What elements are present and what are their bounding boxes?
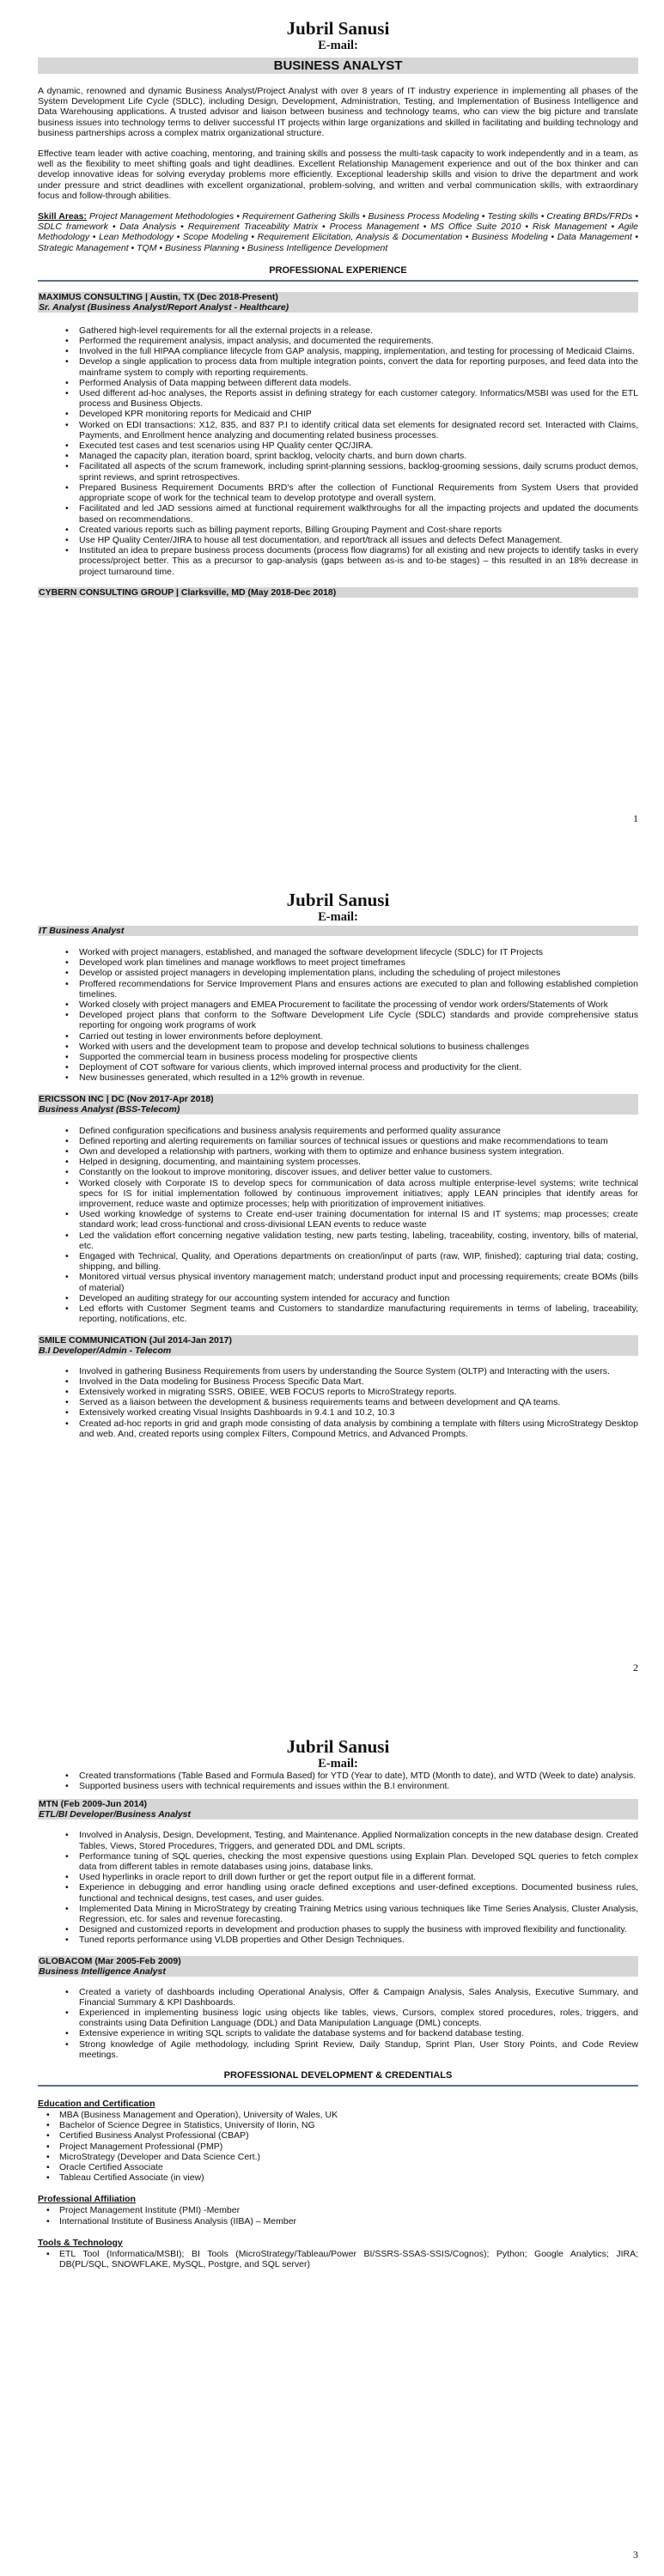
list-item: • Developed work plan timelines and manage workflows to meet project timeframes	[38, 957, 638, 968]
list-item: • Led efforts with Customer Segment teams and Customers to standardize manufacturing requirements in terms of labeling, traceability, reporting, notifications, etc.	[38, 1303, 638, 1324]
list-item: • Involved in the full HIPAA compliance lifecycle from GAP analysis, mapping, implementation, and testing for processing of Medicaid Claims.	[38, 346, 638, 356]
skill-areas	[38, 211, 638, 253]
list-item: • Instituted an idea to prepare business process documents (process flow diagrams) for all existing and new projects to identify tasks in every process/project better. This as a precursor to gap-analysis (gaps between as-is and to-be stages) – this resulted in an 18% decrease in project turnaround time.	[38, 545, 638, 577]
list-item: • Served as a liaison between the development & business requirements teams and between development and QA teams.	[38, 1397, 638, 1407]
list-item: • Involved in gathering Business Requirements from users by understanding the Source System (OLTP) and Interacting with the users.	[38, 1366, 638, 1376]
list-item: • Use HP Quality Center/JIRA to house all test documentation, and report/track all issues and defects Defect Management.	[38, 535, 638, 545]
list-item: • Involved in the Data modeling for Business Process Specific Data Mart.	[38, 1376, 638, 1387]
list-item: • Performed the requirement analysis, impact analysis, and documented the requirements.	[38, 336, 638, 346]
list-item: • Extensively worked in migrating SSRS, OBIEE, WEB FOCUS reports to MicroStrategy reports.	[38, 1387, 638, 1397]
job-header-smile	[38, 1335, 638, 1356]
list-item: • Experience in debugging and error handling using oracle defined exceptions and user-defined exceptions. Documented business rules, functional and technical designs, test cases, and user guides.	[38, 1882, 638, 1903]
job-role: Business Analyst (BSS-Telecom)	[39, 1103, 180, 1115]
list-item: • Prepared Business Requirement Documents BRD's after the collection of Functional Requirements from System Users that provided appropriate scope of work for the technical team to develop prototype and overall system.	[38, 483, 638, 503]
list-item: • Supported business users with technical requirements and issues within the B.I environment.	[38, 1781, 638, 1791]
job-header-ericsson	[38, 1094, 638, 1115]
page-number: 2	[633, 1662, 638, 1674]
list-item: • Engaged with Technical, Quality, and Operations departments on creation/input of parts (raw, WIP, finished); capturing trial data; costing, shipping, and billing.	[38, 1251, 638, 1272]
list-item: • Performance tuning of SQL queries, checking the most expensive questions using Explain Plan. Developed SQL queries to fetch complex data from different tables in remote databases using joins, database links.	[38, 1851, 638, 1872]
page-number: 3	[633, 2549, 638, 2561]
list-item: • Experienced in implementing business logic using objects like tables, views, Cursors, complex stored procedures, roles, triggers, and constraints using Data Definition Language (DDL) and Data Manipulation Language (DML) concepts.	[38, 2008, 638, 2028]
list-item: • International Institute of Business Analysis (IIBA) – Member	[38, 2216, 638, 2227]
list-item: • Used working knowledge of systems to Create end-user training documentation for internal IS and IT systems; map processes; create standard work; lead cross-functional and cross-divisional LEAN events to reduce waste	[38, 1209, 638, 1230]
list-item: • Develop a single application to process data from multiple integration points, convert the data for reporting purposes, and feed data into the mainframe system to comply with reporting requirements.	[38, 356, 638, 377]
list-item: • Strong knowledge of Agile methodology, including Sprint Review, Daily Standup, Sprint Plan, User Story Points, and Code Review meetings.	[38, 2039, 638, 2060]
list-item: • Developed KPR monitoring reports for Medicaid and CHIP	[38, 409, 638, 419]
job-role: IT Business Analyst	[39, 926, 125, 936]
affiliation-list	[38, 2205, 638, 2226]
list-item: • Worked closely with Corporate IS to develop specs for communication of data across multiple enterprise-level systems; write technical specs for IS for initial implementation followed by continuous improvement initiatives; apply LEAN principles that identify areas for improvement, reduce waste and optimize processes; help with prioritization of improvement initiatives.	[38, 1178, 638, 1210]
page-3	[0, 1730, 664, 2561]
list-item: • MBA (Business Management and Operation), University of Wales, UK	[38, 2110, 638, 2120]
list-item: • Defined configuration specifications and business analysis requirements and performed quality assurance	[38, 1126, 638, 1136]
summary-paragraph-1: A dynamic, renowned and dynamic Business Analyst/Project Analyst with over 8 years of IT industry experience in implementing all phases of the System Development Life Cycle (SDLC), including Design, Development, Administration, Testing, and Implementation of Business Intelligence and Data Warehousing applications. A trusted advisor and liaison between business and technology teams, who can view the big picture and translate business issues into technology terms to deliver successful IT projects within large organizations and skilled in facilitating and building technology and business partnerships across a complex matrix organizational structure.	[38, 86, 638, 138]
list-item: • Monitored virtual versus physical inventory management match; understand product input and processing requirements; create BOMs (bills of material)	[38, 1272, 638, 1292]
experience-section-title: PROFESSIONAL EXPERIENCE	[38, 265, 638, 282]
list-item: • Led the validation effort concerning negative validation testing, new parts testing, labeling, traceability, costing, inventory, bills of material, etc.	[38, 1230, 638, 1251]
job-role: Business Intelligence Analyst	[39, 1965, 166, 1977]
job-header-mtn	[38, 1799, 638, 1820]
candidate-name: Jubril Sanusi	[286, 18, 390, 39]
list-item: • Proffered recommendations for Service Improvement Plans and ensures actions are executed to plan and following established completion timelines.	[38, 979, 638, 999]
job-role: ETL/BI Developer/Business Analyst	[39, 1809, 191, 1820]
list-item: • Designed and customized reports in development and production phases to supply the business with improved flexibility and functionality.	[38, 1924, 638, 1935]
job-role: Sr. Analyst (Business Analyst/Report Analyst - Healthcare)	[39, 301, 289, 313]
list-item: • Certified Business Analyst Professional (CBAP)	[38, 2130, 638, 2141]
job-bullets-maximus	[38, 325, 638, 577]
resume-title: BUSINESS ANALYST	[38, 58, 638, 74]
list-item: • Developed an auditing strategy for our accounting system intended for accuracy and function	[38, 1293, 638, 1303]
email-label: E-mail:	[318, 39, 358, 52]
list-item: • Extensively worked creating Visual Insights Dashboards in 9.4.1 and 10.2, 10.3	[38, 1407, 638, 1418]
job-role-cybern	[38, 926, 638, 936]
candidate-name: Jubril Sanusi	[286, 1736, 390, 1757]
job-bullets-ericsson	[38, 1126, 638, 1325]
company: SMILE COMMUNICATION (Jul 2014-Jan 2017)	[39, 1334, 233, 1346]
job-bullets-smile	[38, 1366, 638, 1439]
company: MTN (Feb 2009-Jun 2014)	[39, 1799, 148, 1810]
email-label: E-mail:	[318, 910, 358, 924]
company: CYBERN CONSULTING GROUP | Clarksville, MD (May 2018-Dec 2018)	[39, 586, 337, 598]
affiliation-heading: Professional Affiliation	[38, 2194, 136, 2205]
development-section-title: PROFESSIONAL DEVELOPMENT & CREDENTIALS	[38, 2070, 638, 2087]
list-item: • Created ad-hoc reports in grid and graph mode consisting of data analysis by combining a template with filters using MicroStrategy Desktop and web. And, created reports using complex Filters, Compound Metrics, and Advanced Prompts.	[38, 1419, 638, 1439]
list-item: • Extensive experience in writing SQL scripts to validate the database systems and for backend database testing.	[38, 2028, 638, 2038]
list-item: • Gathered high-level requirements for all the external projects in a release.	[38, 325, 638, 336]
education-list	[38, 2110, 638, 2183]
job-bullets-globacom	[38, 1987, 638, 2060]
job-header-cybern	[38, 587, 638, 598]
list-item: • Managed the capacity plan, iteration board, sprint backlog, velocity charts, and burn down charts.	[38, 451, 638, 461]
list-item: • Performed Analysis of Data mapping between different data models.	[38, 378, 638, 388]
list-item: • Develop or assisted project managers in developing implementation plans, including the scheduling of project milestones	[38, 968, 638, 978]
candidate-name: Jubril Sanusi	[286, 890, 390, 910]
page-number: 1	[633, 812, 638, 824]
list-item: • Executed test cases and test scenarios using HP Quality center QC/JIRA.	[38, 440, 638, 451]
job-header-maximus	[38, 292, 638, 313]
list-item: • Deployment of COT software for various clients, which improved internal process and productivity for the client.	[38, 1062, 638, 1072]
list-item: • New businesses generated, which resulted in a 12% growth in revenue.	[38, 1072, 638, 1083]
company: MAXIMUS CONSULTING | Austin, TX (Dec 2018-Present)	[39, 291, 278, 302]
list-item: • Tableau Certified Associate (in view)	[38, 2172, 638, 2183]
list-item: • Project Management Professional (PMP)	[38, 2142, 638, 2152]
skill-areas-label: Skill Areas:	[38, 211, 87, 222]
list-item: • Tuned reports performance using VLDB properties and Other Design Techniques.	[38, 1935, 638, 1945]
list-item: • ETL Tool (Informatica/MSBI); BI Tools (MicroStrategy/Tableau/Power BI/SSRS-SSAS-SSIS/Cognos); Python; Google Analytics; JIRA; DB(PL/SQL, SNOWFLAKE, MySQL, Postgre, and SQL server)	[38, 2249, 638, 2269]
list-item: • Defined reporting and alerting requirements on familiar sources of technical issues or questions and make recommendations to team	[38, 1136, 638, 1146]
list-item: • Involved in Analysis, Design, Development, Testing, and Maintenance. Applied Normalization concepts in the new database design. Created Tables, Views, Stored Procedures, Triggers, and generated DDL and DML scripts.	[38, 1830, 638, 1850]
list-item: • Worked with users and the development team to propose and develop technical solutions to business challenges	[38, 1042, 638, 1052]
list-item: • Implemented Data Mining in MicroStrategy by creating Training Metrics using various techniques like Time Series Analysis, Cluster Analysis, Regression, etc. for sales and revenue forecasting.	[38, 1904, 638, 1924]
list-item: • Used different ad-hoc analyses, the Reports assist in defining strategy for each customer category. Informatics/MSBI was used for the ETL process and Business Objects.	[38, 388, 638, 409]
job-role: B.I Developer/Admin - Telecom	[39, 1345, 172, 1356]
list-item: • Bachelor of Science Degree in Statistics, University of Ilorin, NG	[38, 2120, 638, 2130]
page-2	[0, 882, 664, 1674]
list-item: • Oracle Certified Associate	[38, 2162, 638, 2172]
job-header-globacom	[38, 1956, 638, 1977]
list-item: • Carried out testing in lower environments before deployment.	[38, 1031, 638, 1042]
list-item: • Used hyperlinks in oracle report to drill down further or get the report output file in a different format.	[38, 1872, 638, 1882]
list-item: • Constantly on the lookout to improve monitoring, discover issues, and deliver better value to customers.	[38, 1167, 638, 1177]
list-item: • Project Management Institute (PMI) -Member	[38, 2205, 638, 2215]
email-label: E-mail:	[318, 1757, 358, 1771]
list-item: • Worked on EDI transactions: X12, 835, and 837 P.I to identify critical data set elements for designated record set. Interacted with Claims, Payments, and Enrollment hence analyzing and documenting related business processes.	[38, 420, 638, 440]
tools-list	[38, 2249, 638, 2269]
tools-heading: Tools & Technology	[38, 2237, 123, 2248]
list-item: • Created a variety of dashboards including Operational Analysis, Offer & Campaign Analysis, Sales Analysis, Executive Summary, and Financial Summary & KPI Dashboards.	[38, 1987, 638, 2008]
list-item: • Own and developed a relationship with partners, working with them to optimize and enhance business system integration.	[38, 1146, 638, 1157]
list-item: • Facilitated and led JAD sessions aimed at functional requirement walkthroughs for all the impacting projects and updated the documents based on recommendations.	[38, 503, 638, 524]
job-bullets-mtn	[38, 1830, 638, 1945]
list-item: • Facilitated all aspects of the scrum framework, including sprint-planning sessions, backlog-grooming sessions, daily scrums product demos, sprint reviews, and sprint retrospectives.	[38, 461, 638, 482]
list-item: • Worked closely with project managers and EMEA Procurement to facilitate the processing of vendor work orders/Statements of Work	[38, 999, 638, 1010]
page-1	[0, 0, 664, 824]
summary-paragraph-2: Effective team leader with active coaching, mentoring, and training skills and possess the multi-task capacity to work independently and in a team, as well as the flexibility to meet shifting goals and tight deadlines. Excellent Relationship Management experience and out of the box thinker and can develop innovative ideas for solving everyday problems more efficiently. Exceptional leadership skills and vision to drive the department and work under pressure and strict deadlines with excellent organizational, problem-solving, and written and verbal communication skills, with extraordinary focus and follow-through abilities.	[38, 149, 638, 201]
list-item: • Supported the commercial team in business process modeling for prospective clients	[38, 1052, 638, 1062]
list-item: • MicroStrategy (Developer and Data Science Cert.)	[38, 2152, 638, 2162]
list-item: • Worked with project managers, established, and managed the software development lifecycle (SDLC) for IT Projects	[38, 947, 638, 957]
list-item: • Developed project plans that conform to the Software Development Life Cycle (SDLC) standards and provide comprehensive status reporting for ongoing work programs of work	[38, 1010, 638, 1030]
education-heading: Education and Certification	[38, 2099, 155, 2110]
job-bullets-cybern	[38, 947, 638, 1084]
list-item: • Helped in designing, documenting, and maintaining system processes.	[38, 1157, 638, 1167]
list-item: • Created transformations (Table Based and Formula Based) for YTD (Year to date), MTD (Month to date), and WTD (Week to date) analysis.	[38, 1771, 638, 1781]
skill-areas-list: Project Management Methodologies • Requirement Gathering Skills • Business Process Modeling • Testing skills • Creating BRDs/FRDs • SDLC framework • Data Analysis • Requirement Traceability Matrix • Process Management • MS Office Suite 2010 • Risk Management • Agile Methodology • Lean Methodology • Scope Modeling • Requirement Elicitation, Analysis & Documentation • Business Modeling • Data Management • Strategic Management • TQM • Business Planning • Business Intelligence Development	[38, 211, 638, 253]
company: ERICSSON INC | DC (Nov 2017-Apr 2018)	[39, 1093, 214, 1104]
list-item: • Created various reports such as billing payment reports, Billing Grouping Payment and Cost-share reports	[38, 525, 638, 535]
job-bullets-smile-continued	[38, 1771, 638, 1791]
company: GLOBACOM (Mar 2005-Feb 2009)	[39, 1955, 181, 1966]
